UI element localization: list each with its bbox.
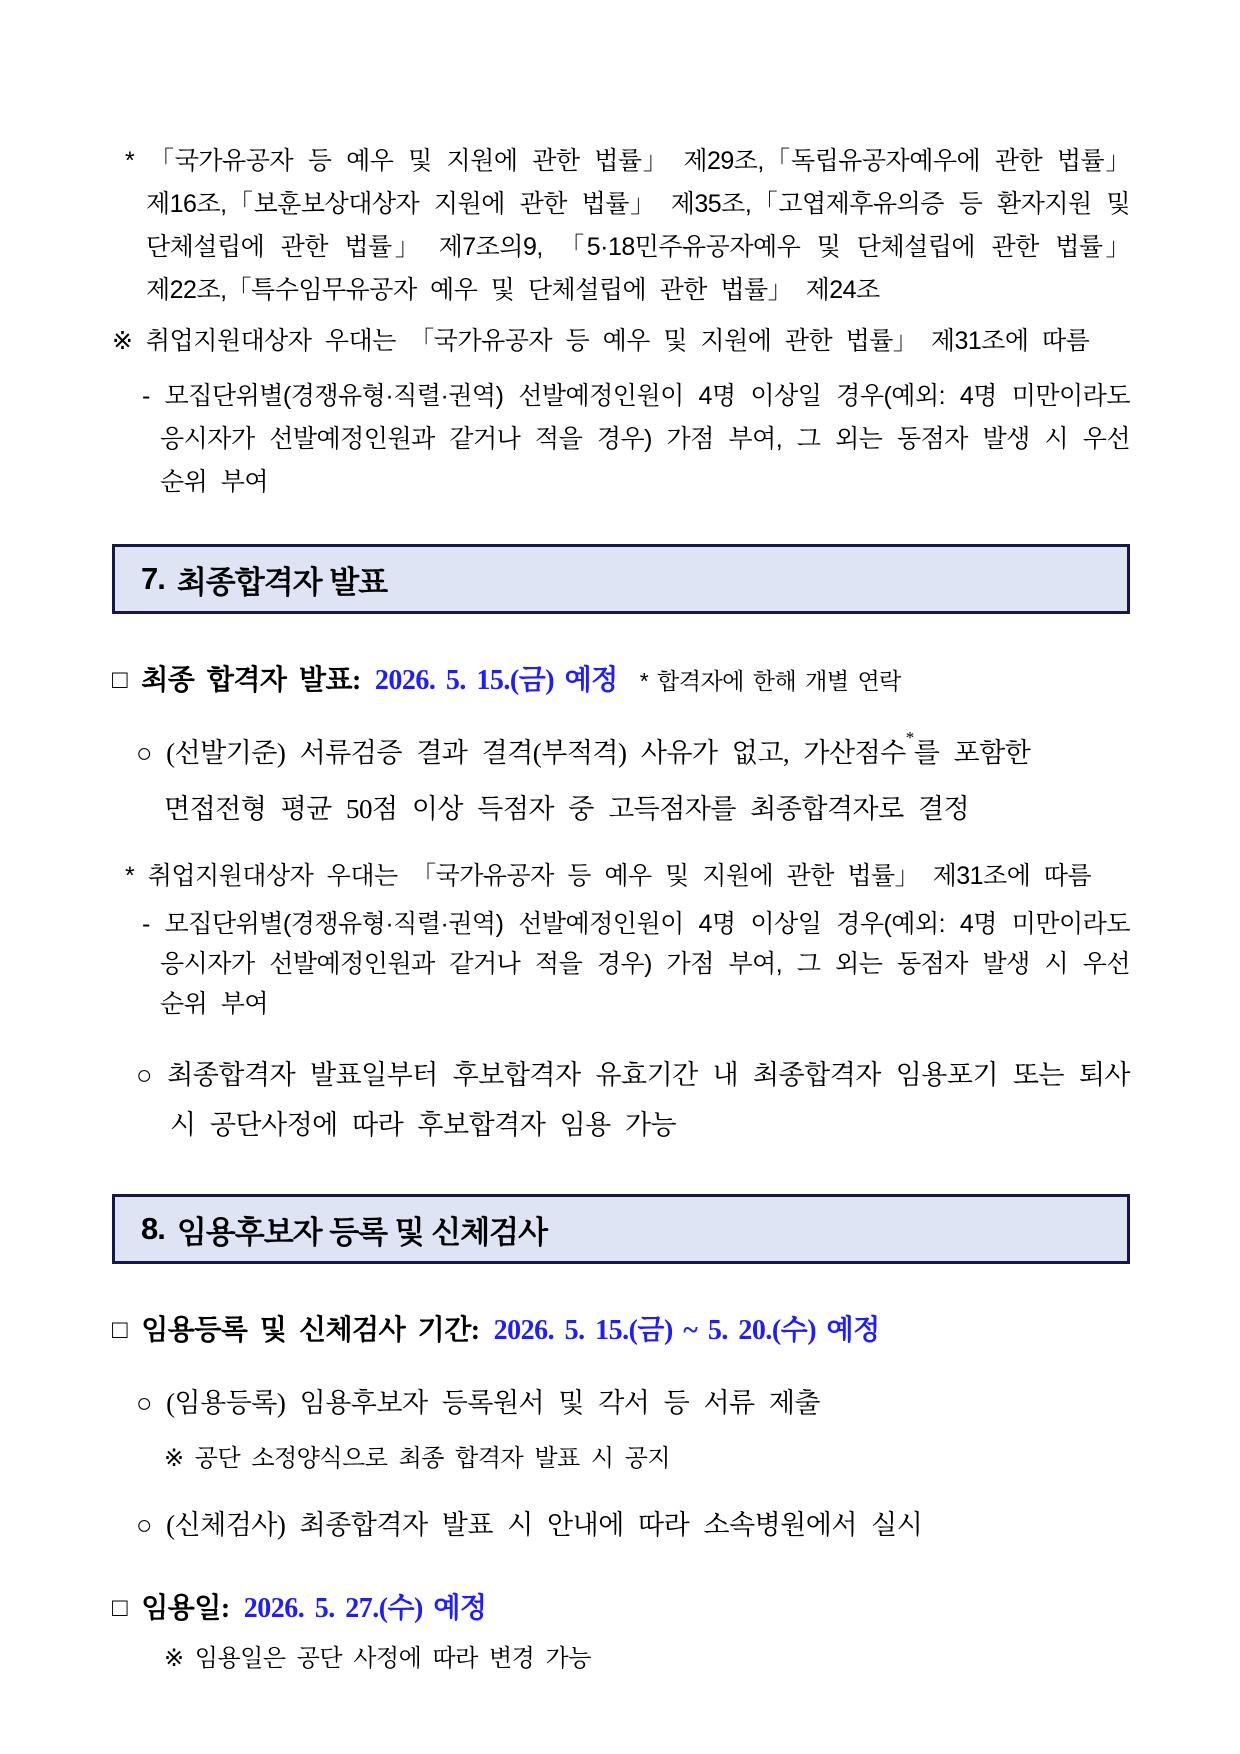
- final-announcement-label: 최종 합격자 발표:: [141, 665, 361, 696]
- square-bullet-icon: □: [112, 665, 128, 694]
- section7-tiebreaker-note: [120, 904, 1130, 1024]
- registration-period-date: 2026. 5. 15.(금) ~ 5. 20.(수) 예정: [493, 1315, 880, 1346]
- section7-law-note: [112, 856, 1130, 896]
- reserve-candidate-line: [118, 1050, 1130, 1150]
- registration-period-label: 임용등록 및 신체검사 기간:: [141, 1315, 480, 1346]
- selection-criteria-text: (선발기준) 서류검증 결과 결격(부적격) 사유가 없고, 가산점수: [166, 738, 906, 768]
- dash-marker: -: [142, 910, 150, 938]
- section-8-title: 임용후보자 등록 및 신체검사: [176, 1214, 548, 1250]
- selection-criteria-line2: [112, 784, 1130, 834]
- tiebreaker-text: 모집단위별(경쟁유형·직렬·권역) 선발예정인원이 4명 이상일 경우(예외: 4명 미만이라도 응시자가 선발예정인원과 같거나 적을 경우) 가점 부여, 그 외는 동점자 발생 시 우선순위 부여: [160, 382, 1130, 496]
- physical-exam-line: [118, 1500, 1130, 1550]
- square-bullet-icon: □: [112, 1593, 128, 1622]
- asterisk-marker: *: [125, 147, 135, 175]
- circle-bullet-icon: ○: [136, 738, 152, 768]
- selection-criteria-text-tail: 를 포함한: [913, 738, 1031, 768]
- law-reference-text: 「국가유공자 등 예우 및 지원에 관한 법률」 제29조,「독립유공자예우에 관한 법률」 제16조,「보훈보상대상자 지원에 관한 법률」 제35조,「고엽제후유의증 등 환자지원 및 단체설립에 관한 법률」 제7조의9, 「5·18민주유공자예우 및 단체설립에 관한 법률」 제22조,「특수임무유공자 예우 및 단체설립에 관한 법률」 제24조: [146, 147, 1130, 304]
- appointment-change-note: [112, 1640, 1130, 1678]
- registration-form-note-text: 공단 소정양식으로 최종 합격자 발표 시 공지: [194, 1445, 671, 1472]
- reserve-candidate-text: 최종합격자 발표일부터 후보합격자 유효기간 내 최종합격자 임용포기 또는 퇴사 시 공단사정에 따라 후보합격자 임용 가능: [167, 1060, 1130, 1140]
- section-7-title: 최종합격자 발표: [176, 564, 388, 600]
- superscript-asterisk: *: [905, 728, 914, 747]
- section7-law-note-text: 취업지원대상자 우대는 「국가유공자 등 예우 및 지원에 관한 법률」 제31조에 따름: [147, 862, 1092, 890]
- dash-marker: -: [142, 382, 150, 410]
- registration-form-note: [112, 1440, 1130, 1478]
- appointment-date-line: [112, 1586, 1130, 1626]
- asterisk-marker: *: [125, 862, 135, 890]
- circle-bullet-icon: ○: [136, 1060, 153, 1090]
- tiebreaker-note: [120, 375, 1130, 504]
- registration-docs-text: (임용등록) 임용후보자 등록원서 및 각서 등 서류 제출: [166, 1388, 821, 1418]
- appointment-date-label: 임용일:: [141, 1593, 230, 1624]
- section-8-header: [112, 1194, 1130, 1264]
- section7-tiebreaker-text: 모집단위별(경쟁유형·직렬·권역) 선발예정인원이 4명 이상일 경우(예외: 4명 미만이라도 응시자가 선발예정인원과 같거나 적을 경우) 가점 부여, 그 외는 동점자 발생 시 우선순위 부여: [160, 910, 1130, 1018]
- circle-bullet-icon: ○: [136, 1388, 152, 1418]
- section-7-header: [112, 544, 1130, 614]
- circle-bullet-icon: ○: [136, 1510, 152, 1540]
- selection-criteria-line: [118, 728, 1130, 778]
- appointment-change-note-text: 임용일은 공단 사정에 따라 변경 가능: [194, 1645, 591, 1672]
- final-announcement-side-note: * 합격자에 한해 개별 연락: [639, 668, 901, 694]
- reference-mark-icon: ※: [164, 1645, 184, 1672]
- section-7-number: 7.: [141, 561, 165, 596]
- registration-docs-line: [118, 1378, 1130, 1428]
- selection-criteria-line2-text: 면접전형 평균 50점 이상 득점자 중 고득점자를 최종합격자로 결정: [164, 794, 970, 824]
- registration-period-line: [112, 1308, 1130, 1348]
- physical-exam-text: (신체검사) 최종합격자 발표 시 안내에 따라 소속병원에서 실시: [166, 1510, 923, 1540]
- reference-mark-icon: ※: [164, 1445, 184, 1472]
- section-8-number: 8.: [141, 1211, 165, 1246]
- employment-preference-text: 취업지원대상자 우대는 「국가유공자 등 예우 및 지원에 관한 법률」 제31조에 따름: [145, 327, 1090, 355]
- final-announcement-line: [112, 658, 1130, 698]
- square-bullet-icon: □: [112, 1315, 128, 1344]
- law-reference-note: [112, 140, 1130, 312]
- final-announcement-date: 2026. 5. 15.(금) 예정: [374, 665, 618, 696]
- reference-mark-icon: ※: [112, 327, 133, 355]
- employment-preference-note: [112, 320, 1130, 363]
- appointment-date-value: 2026. 5. 27.(수) 예정: [243, 1593, 487, 1624]
